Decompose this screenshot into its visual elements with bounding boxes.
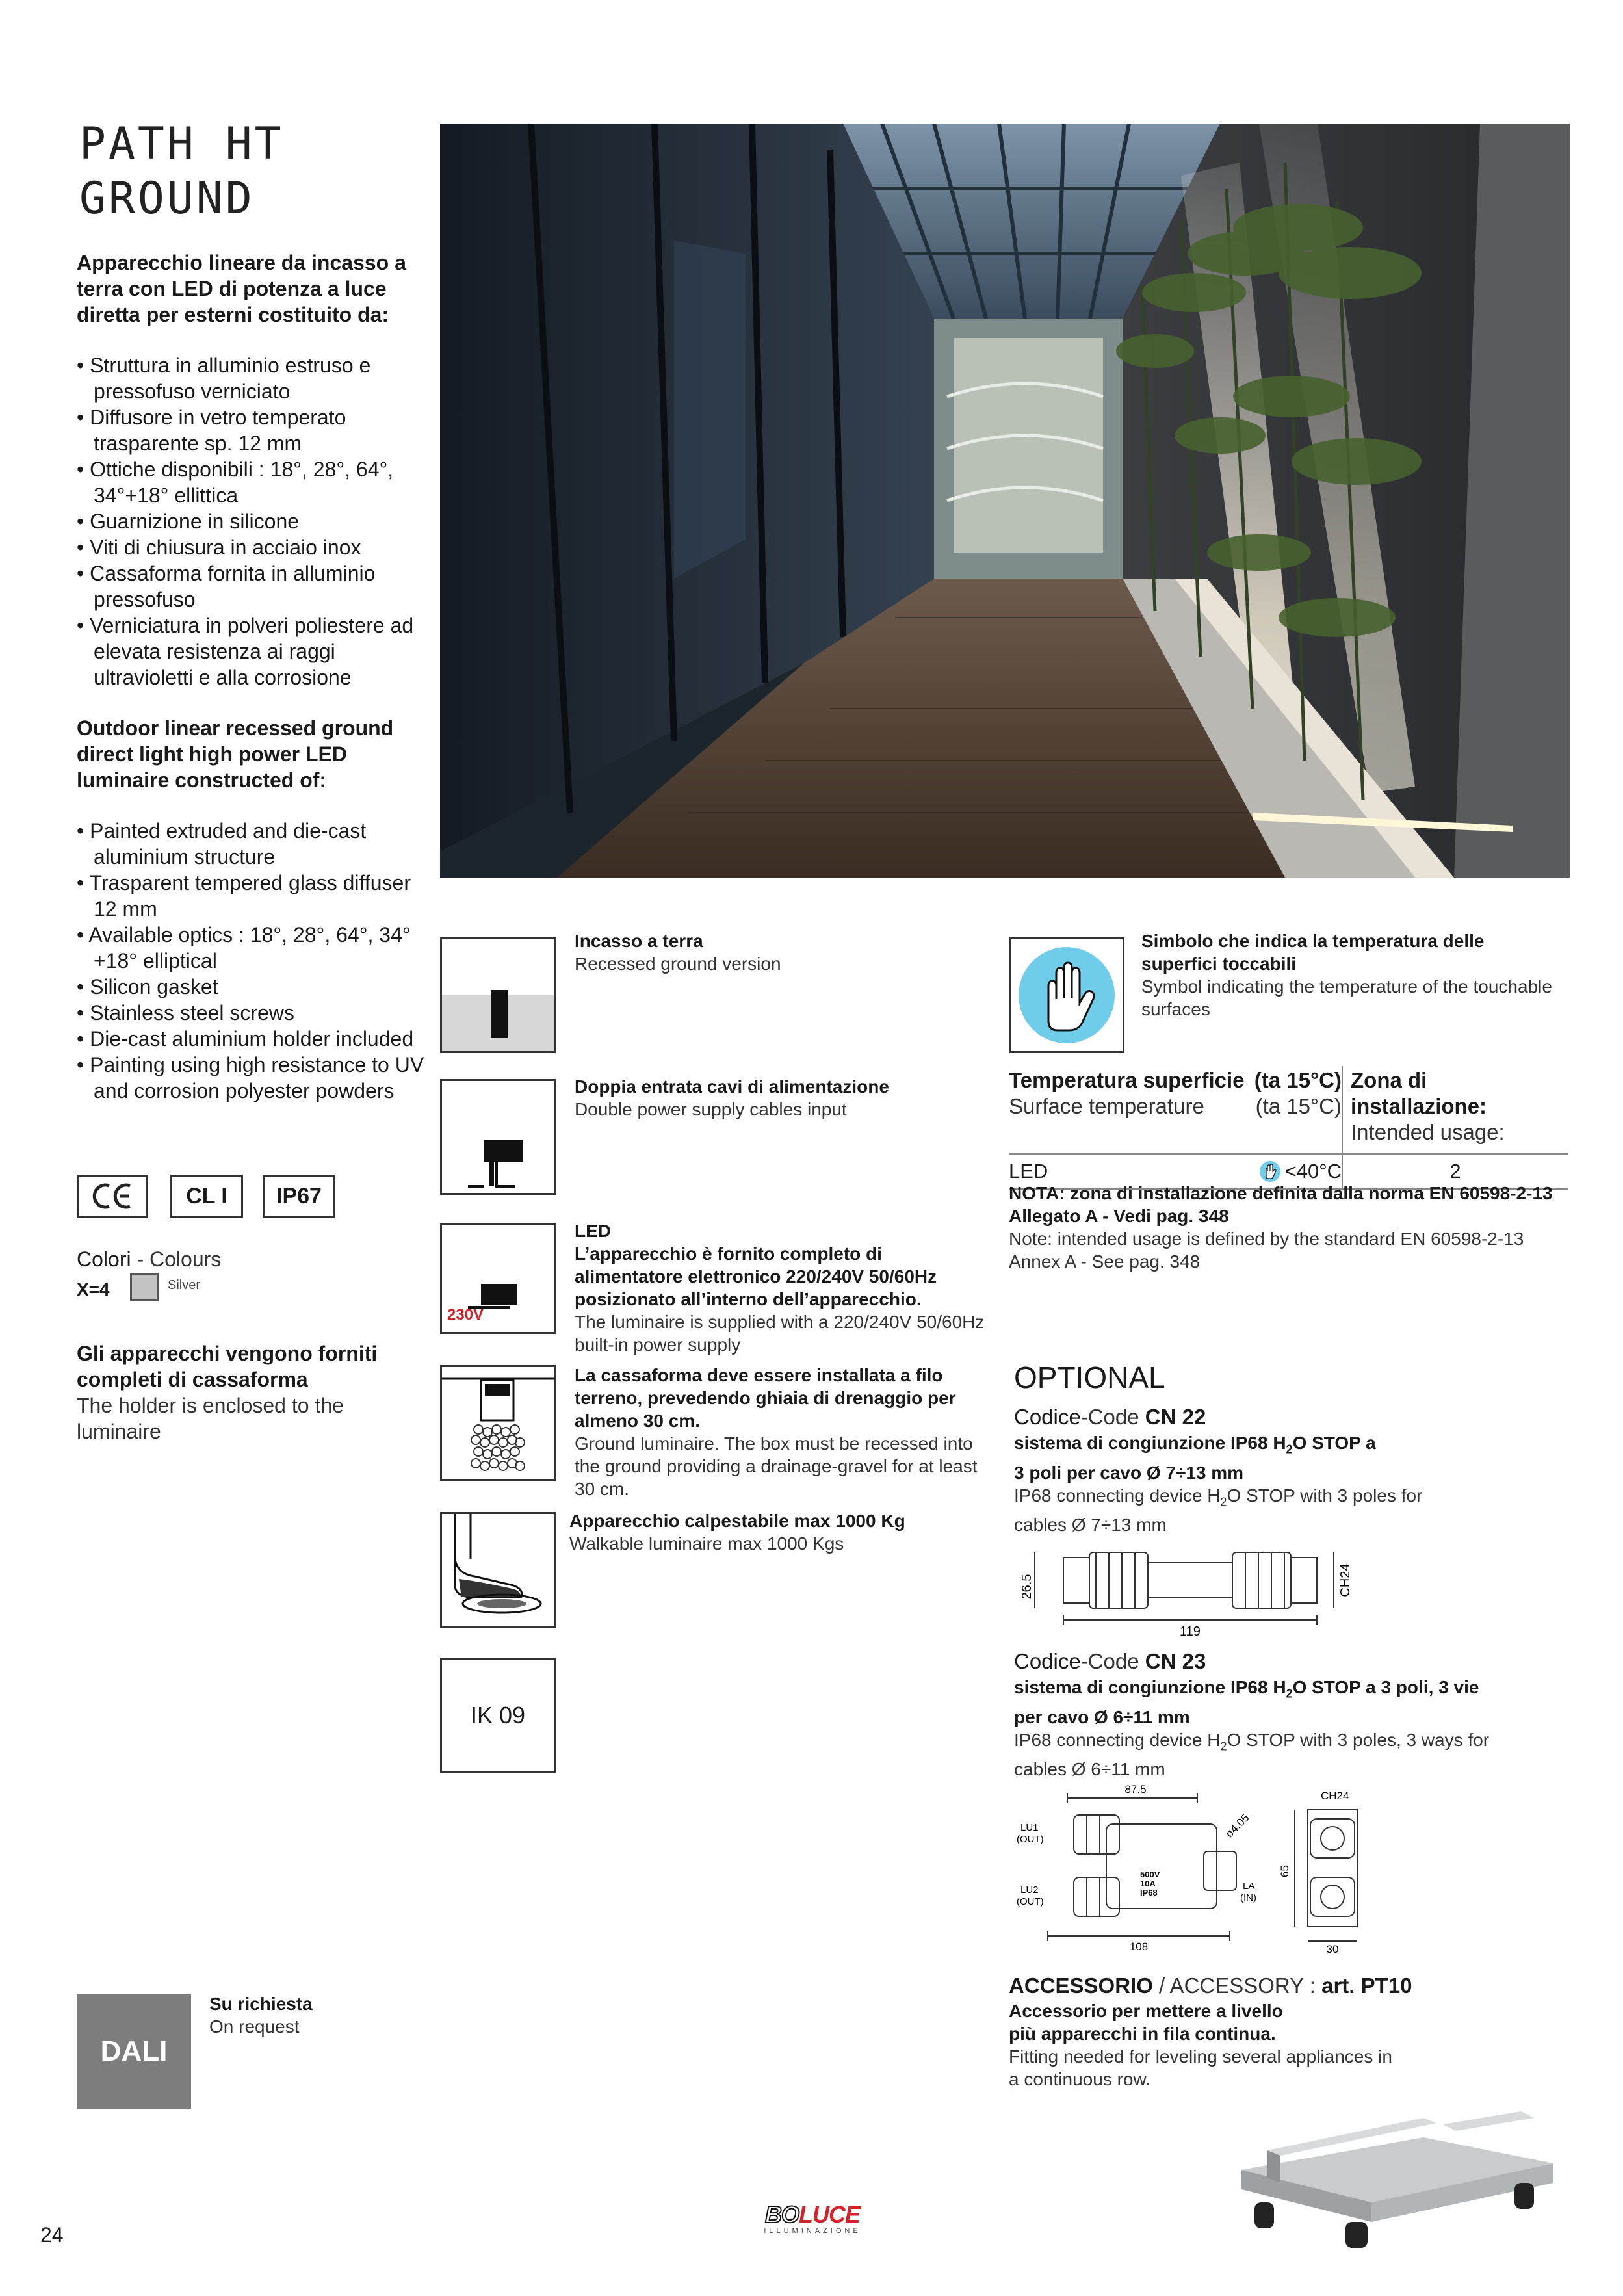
logo-bo: BO: [765, 2201, 799, 2228]
cn23-lu1-out: (OUT): [1017, 1834, 1044, 1845]
intro-it-lead: Apparecchio lineare da incasso a terra con LED di potenza a luce diretta per esterni costituito da:: [77, 251, 406, 326]
cn22-dim-ch: CH24: [1338, 1563, 1353, 1597]
feature-double-cable-en: Double power supply cables input: [575, 1099, 847, 1119]
temp-header-en-ta: (ta 15°C): [1255, 1094, 1342, 1118]
cn23-lu2-out: (OUT): [1017, 1896, 1044, 1907]
cn23-box-voltage: 500V: [1140, 1870, 1160, 1879]
cn22-en-a: IP68 connecting device H: [1014, 1485, 1221, 1506]
cn22-dim-width: 119: [1180, 1624, 1201, 1636]
accessory-label-en: / ACCESSORY :: [1152, 1974, 1322, 1998]
temp-row-label: LED: [1009, 1160, 1048, 1182]
cn22-it-b: O STOP a 3 poli per cavo Ø 7÷13 mm: [1014, 1433, 1376, 1483]
colours-label-en: - Colours: [131, 1247, 222, 1271]
list-item: • Trasparent tempered glass diffuser 12 mm: [77, 871, 411, 920]
ce-mark-icon: [90, 1182, 135, 1210]
temperature-note: [1009, 1182, 1568, 1273]
colours-label: [77, 1246, 221, 1272]
intro-en-lead: Outdoor linear recessed ground direct light high power LED luminaire constructed of:: [77, 716, 394, 792]
intro-en-list: [77, 818, 428, 1104]
logo-luce: LUCE: [799, 2201, 860, 2228]
ip-badge: IP67: [263, 1175, 335, 1218]
list-item: • Painted extruded and die-cast aluminium structure: [77, 819, 367, 868]
cn22-drawing: [1011, 1538, 1375, 1636]
holder-note: [77, 1340, 415, 1444]
cn23-code: CN 23: [1145, 1649, 1206, 1673]
feature-double-cable: [575, 1075, 965, 1121]
cn22-block: [1014, 1403, 1573, 1536]
hero-photo: [440, 124, 1570, 878]
temp-row-value: <40°C: [1284, 1160, 1342, 1182]
dali-note: [209, 1992, 313, 2038]
cn22-code-sep: -Code: [1080, 1405, 1145, 1429]
voltage-label: 230V: [447, 1306, 484, 1324]
dali-badge: DALI: [77, 1994, 191, 2109]
feature-walkable: [569, 1509, 985, 1555]
symbol-en: Symbol indicating the temperature of the touchable surfaces: [1141, 976, 1552, 1019]
feature-walkable-it: Apparecchio calpestabile max 1000 Kg: [569, 1511, 905, 1531]
cn23-it-a: sistema di congiunzione IP68 H: [1014, 1677, 1286, 1697]
temp-header-en: Surface temperature: [1009, 1094, 1204, 1118]
feature-walkable-en: Walkable luminaire max 1000 Kgs: [569, 1533, 844, 1554]
cn22-en-b: O STOP with 3 poles for cables Ø 7÷13 mm: [1014, 1485, 1423, 1535]
cn23-lu2: LU2: [1020, 1885, 1039, 1896]
feature-double-cable-it: Doppia entrata cavi di alimentazione: [575, 1076, 889, 1097]
list-item: • Viti di chiusura in acciaio inox: [77, 536, 361, 559]
hand-icon: [1259, 1160, 1281, 1182]
cn23-side-ch: CH24: [1321, 1790, 1349, 1802]
intro-it-list: [77, 352, 415, 690]
list-item: • Stainless steel screws: [77, 1001, 294, 1024]
cn23-box-ip: IP68: [1140, 1888, 1158, 1898]
cn23-drawing: [1009, 1780, 1373, 1955]
cn23-it-b: O STOP a 3 poli, 3 vie per cavo Ø 6÷11 mm: [1014, 1677, 1479, 1727]
accessory-block: [1009, 1972, 1568, 2091]
temp-row-zone: 2: [1449, 1160, 1461, 1182]
gravel-install-icon: [440, 1365, 556, 1481]
feature-led-it: L’apparecchio è fornito completo di alimentatore elettronico 220/240V 50/60Hz posizionato all’interno dell’apparecchio.: [575, 1244, 937, 1309]
feature-led-title: LED: [575, 1221, 611, 1241]
cn22-it-sub: 2: [1286, 1442, 1293, 1456]
cn22-code-label: Codice: [1014, 1405, 1081, 1429]
cn23-en-sub: 2: [1220, 1740, 1227, 1753]
feature-recessed-en: Recessed ground version: [575, 954, 781, 974]
note-en: Note: intended usage is defined by the standard EN 60598-2-13 Annex A - See pag. 348: [1009, 1229, 1524, 1272]
cn23-lu1: LU1: [1020, 1822, 1039, 1833]
cn22-code: CN 22: [1145, 1405, 1206, 1429]
touch-temperature-icon: [1009, 937, 1124, 1053]
feature-led: [575, 1220, 991, 1356]
logo-subtitle: ILLUMINAZIONE: [764, 2227, 861, 2235]
intro-en: [77, 715, 428, 1104]
cn23-code-label: Codice: [1014, 1649, 1081, 1673]
accessory-it: Accessorio per mettere a livello più apparecchi in fila continua.: [1009, 2001, 1283, 2044]
dali-en: On request: [209, 2016, 300, 2037]
list-item: • Guarnizione in silicone: [77, 510, 300, 533]
list-item: • Diffusore in vetro temperato trasparente sp. 12 mm: [77, 406, 346, 455]
ik-rating-badge: IK 09: [440, 1658, 556, 1773]
dali-it: Su richiesta: [209, 1994, 313, 2014]
cn23-side-width: 30: [1326, 1943, 1339, 1955]
holder-it: Gli apparecchi vengono forniti completi di cassaforma: [77, 1342, 378, 1391]
cn23-code-sep: -Code: [1080, 1649, 1145, 1673]
temperature-table: [1009, 1066, 1568, 1190]
list-item: • Cassaforma fornita in alluminio pressofuso: [77, 562, 376, 611]
optional-heading: OPTIONAL: [1014, 1361, 1165, 1394]
double-cable-icon: [440, 1079, 556, 1195]
recessed-icon: [440, 937, 556, 1053]
feature-led-en: The luminaire is supplied with a 220/240V 50/60Hz built-in power supply: [575, 1312, 985, 1355]
feature-gravel-en: Ground luminaire. The box must be recessed into the ground providing a drainage-gravel for at least 30 cm.: [575, 1433, 978, 1499]
colour-name: Silver: [168, 1278, 201, 1292]
power-supply-icon: [440, 1223, 556, 1334]
cn23-la-in: (IN): [1240, 1892, 1256, 1903]
cn22-dim-height: 26.5: [1020, 1574, 1034, 1600]
cn22-en-sub: 2: [1220, 1495, 1227, 1509]
cn23-box-current: 10A: [1140, 1879, 1156, 1888]
list-item: • Available optics : 18°, 28°, 64°, 34°+18° elliptical: [77, 923, 411, 972]
colour-swatch: [130, 1273, 159, 1301]
walkable-icon: [440, 1512, 556, 1628]
feature-gravel-it: La cassaforma deve essere installata a filo terreno, prevedendo ghiaia di drenaggio per almeno 30 cm.: [575, 1365, 956, 1431]
page-title: [79, 117, 284, 226]
zone-header-it: Zona di installazione:: [1351, 1068, 1487, 1118]
intro-it: [77, 250, 428, 690]
courtyard-image: [440, 124, 1570, 878]
cn23-dim-diag: ø4.05: [1223, 1811, 1252, 1840]
ce-badge: [77, 1175, 148, 1218]
cn23-side-height: 65: [1279, 1865, 1291, 1877]
feature-recessed-it: Incasso a terra: [575, 931, 703, 951]
accessory-label-it: ACCESSORIO: [1009, 1974, 1153, 1998]
list-item: • Verniciatura in polveri poliestere ad elevata resistenza ai raggi ultravioletti e alla corrosione: [77, 614, 414, 689]
holder-en: The holder is enclosed to the luminaire: [77, 1394, 344, 1443]
cn23-en-a: IP68 connecting device H: [1014, 1729, 1221, 1750]
cn23-dim-bottom: 108: [1129, 1940, 1149, 1953]
list-item: • Die-cast aluminium holder included: [77, 1027, 414, 1050]
accessory-en: Fitting needed for leveling several appliances in a continuous row.: [1009, 2046, 1392, 2089]
title-line-1: PATH HT: [79, 118, 284, 170]
feature-recessed: [575, 930, 965, 975]
title-line-2: GROUND: [79, 173, 255, 224]
cn22-it-a: sistema di congiunzione IP68 H: [1014, 1433, 1286, 1453]
note-it: NOTA: zona di installazione definita dalla norma EN 60598-2-13 Allegato A - Vedi pag. 348: [1009, 1183, 1553, 1226]
class-badge: CL I: [170, 1175, 243, 1218]
cn23-la: LA: [1243, 1881, 1255, 1892]
cn23-dim-top: 87.5: [1124, 1783, 1147, 1795]
temperature-symbol-text: [1141, 930, 1557, 1021]
colours-label-it: Colori: [77, 1247, 131, 1271]
list-item: • Silicon gasket: [77, 975, 218, 998]
list-item: • Ottiche disponibili : 18°, 28°, 64°, 34°+18° ellittica: [77, 458, 394, 507]
temp-header-it: Temperatura superficie: [1009, 1068, 1245, 1092]
list-item: • Painting using high resistance to UV and corrosion polyester powders: [77, 1053, 424, 1102]
cn23-it-sub: 2: [1286, 1687, 1293, 1701]
accessory-code: art. PT10: [1321, 1974, 1412, 1998]
page-number: 24: [40, 2223, 64, 2247]
cn23-en-b: O STOP with 3 poles, 3 ways for cables Ø 6÷11 mm: [1014, 1729, 1490, 1780]
symbol-it: Simbolo che indica la temperatura delle superfici toccabili: [1141, 931, 1485, 974]
accessory-photo: [1228, 2092, 1566, 2261]
zone-header-en: Intended usage:: [1351, 1120, 1505, 1144]
brand-logo: [747, 2202, 877, 2235]
feature-gravel: [575, 1364, 991, 1500]
colour-code: X=4: [77, 1279, 110, 1299]
list-item: • Struttura in alluminio estruso e pressofuso verniciato: [77, 354, 371, 403]
temp-header-it-ta: (ta 15°C): [1254, 1068, 1342, 1092]
cn23-block: [1014, 1647, 1573, 1781]
